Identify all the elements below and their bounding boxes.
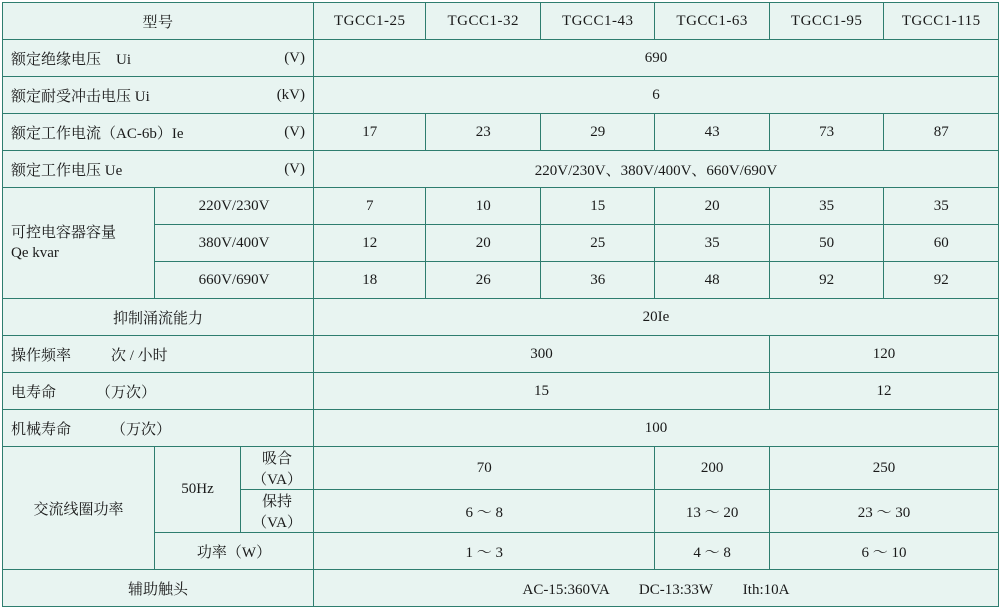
sublabel-capacitor-220: 220V/230V — [154, 188, 313, 225]
header-model-2: TGCC1-32 — [426, 3, 540, 40]
value-electrical-life-1: 15 — [314, 373, 770, 410]
sublabel-coil-watt: 功率（W） — [154, 533, 313, 570]
value-working-current-1: 17 — [314, 114, 426, 151]
specification-table — [2, 2, 999, 607]
header-model-1: TGCC1-25 — [314, 3, 426, 40]
label-coil-frequency: 50Hz — [154, 447, 240, 533]
label-capacitor-capacity-line1: 可控电容器容量 — [11, 224, 117, 241]
row-working-voltage — [3, 151, 999, 188]
value-capacitor-380-1: 12 — [314, 225, 426, 262]
row-auxiliary-contact — [3, 570, 999, 607]
label-impulse-voltage-unit: (kV) — [276, 86, 306, 103]
value-working-voltage: 220V/230V、380V/400V、660V/690V — [314, 151, 999, 188]
value-capacitor-660-2: 26 — [426, 262, 540, 299]
value-capacitor-380-3: 25 — [540, 225, 654, 262]
value-operating-frequency-1: 300 — [314, 336, 770, 373]
value-capacitor-220-3: 15 — [540, 188, 654, 225]
value-capacitor-660-1: 18 — [314, 262, 426, 299]
value-capacitor-220-4: 20 — [655, 188, 769, 225]
label-auxiliary-contact: 辅助触头 — [3, 570, 314, 607]
label-working-voltage — [3, 151, 314, 188]
value-capacitor-380-2: 20 — [426, 225, 540, 262]
header-model-label: 型号 — [3, 3, 314, 40]
label-electrical-life-unit: （万次） — [96, 384, 157, 401]
value-coil-hold-2: 13 ～ 20 — [655, 490, 769, 533]
label-mechanical-life-unit: （万次） — [111, 421, 172, 438]
sublabel-capacitor-380: 380V/400V — [154, 225, 313, 262]
label-working-voltage-text: 额定工作电压 Ue — [11, 162, 123, 179]
label-electrical-life-text: 电寿命 — [11, 384, 57, 401]
label-capacitor-capacity — [3, 188, 155, 299]
row-operating-frequency — [3, 336, 999, 373]
value-capacitor-380-4: 35 — [655, 225, 769, 262]
value-capacitor-220-5: 35 — [769, 188, 883, 225]
header-model-6: TGCC1-115 — [884, 3, 999, 40]
label-operating-frequency — [3, 336, 314, 373]
value-coil-watt-1: 1 ～ 3 — [314, 533, 655, 570]
value-auxiliary-contact: AC-15:360VA DC-13:33W Ith:10A — [314, 570, 999, 607]
value-working-current-2: 23 — [426, 114, 540, 151]
row-working-current — [3, 114, 999, 151]
sublabel-coil-hold: 保持（VA） — [241, 490, 314, 533]
value-electrical-life-2: 12 — [769, 373, 998, 410]
value-capacitor-660-6: 92 — [884, 262, 999, 299]
header-model-4: TGCC1-63 — [655, 3, 769, 40]
header-model-3: TGCC1-43 — [540, 3, 654, 40]
value-capacitor-220-6: 35 — [884, 188, 999, 225]
label-insulation-voltage-unit: (V) — [284, 49, 306, 66]
value-mechanical-life: 100 — [314, 410, 999, 447]
label-mechanical-life — [3, 410, 314, 447]
row-coil-power-1 — [3, 447, 999, 490]
value-coil-hold-1: 6 ～ 8 — [314, 490, 655, 533]
row-capacitor-capacity-1 — [3, 188, 999, 225]
spec-sheet — [0, 2, 1001, 598]
value-coil-hold-3: 23 ～ 30 — [769, 490, 998, 533]
sublabel-capacitor-660: 660V/690V — [154, 262, 313, 299]
row-impulse-voltage — [3, 77, 999, 114]
value-impulse-voltage: 6 — [314, 77, 999, 114]
value-coil-watt-2: 4 ～ 8 — [655, 533, 769, 570]
label-operating-frequency-text: 操作频率 — [11, 347, 72, 364]
label-impulse-voltage — [3, 77, 314, 114]
value-capacitor-220-1: 7 — [314, 188, 426, 225]
value-coil-watt-3: 6 ～ 10 — [769, 533, 998, 570]
sublabel-coil-pickup: 吸合（VA） — [241, 447, 314, 490]
label-working-voltage-unit: (V) — [284, 160, 306, 177]
value-capacitor-660-3: 36 — [540, 262, 654, 299]
value-capacitor-220-2: 10 — [426, 188, 540, 225]
row-mechanical-life — [3, 410, 999, 447]
value-working-current-5: 73 — [769, 114, 883, 151]
value-insulation-voltage: 690 — [314, 40, 999, 77]
row-electrical-life — [3, 373, 999, 410]
label-insulation-voltage-text: 额定绝缘电压 Ui — [11, 51, 132, 68]
value-capacitor-660-5: 92 — [769, 262, 883, 299]
label-coil-power: 交流线圈功率 — [3, 447, 155, 570]
value-working-current-3: 29 — [540, 114, 654, 151]
row-insulation-voltage — [3, 40, 999, 77]
label-electrical-life — [3, 373, 314, 410]
table-header-row — [3, 3, 999, 40]
row-inrush-suppression — [3, 299, 999, 336]
label-insulation-voltage — [3, 40, 314, 77]
label-working-current-text: 额定工作电流（AC-6b）Ie — [11, 125, 184, 142]
label-operating-frequency-unit: 次 / 小时 — [111, 347, 168, 364]
label-working-current-unit: (V) — [284, 123, 306, 140]
value-working-current-4: 43 — [655, 114, 769, 151]
label-working-current — [3, 114, 314, 151]
value-coil-pickup-2: 200 — [655, 447, 769, 490]
value-working-current-6: 87 — [884, 114, 999, 151]
value-capacitor-660-4: 48 — [655, 262, 769, 299]
value-inrush-suppression: 20Ie — [314, 299, 999, 336]
label-impulse-voltage-text: 额定耐受冲击电压 Ui — [11, 88, 150, 105]
label-inrush-suppression: 抑制涌流能力 — [3, 299, 314, 336]
value-capacitor-380-6: 60 — [884, 225, 999, 262]
value-operating-frequency-2: 120 — [769, 336, 998, 373]
value-coil-pickup-1: 70 — [314, 447, 655, 490]
value-coil-pickup-3: 250 — [769, 447, 998, 490]
label-mechanical-life-text: 机械寿命 — [11, 421, 72, 438]
value-capacitor-380-5: 50 — [769, 225, 883, 262]
header-model-5: TGCC1-95 — [769, 3, 883, 40]
label-capacitor-capacity-line2: Qe kvar — [11, 245, 59, 261]
